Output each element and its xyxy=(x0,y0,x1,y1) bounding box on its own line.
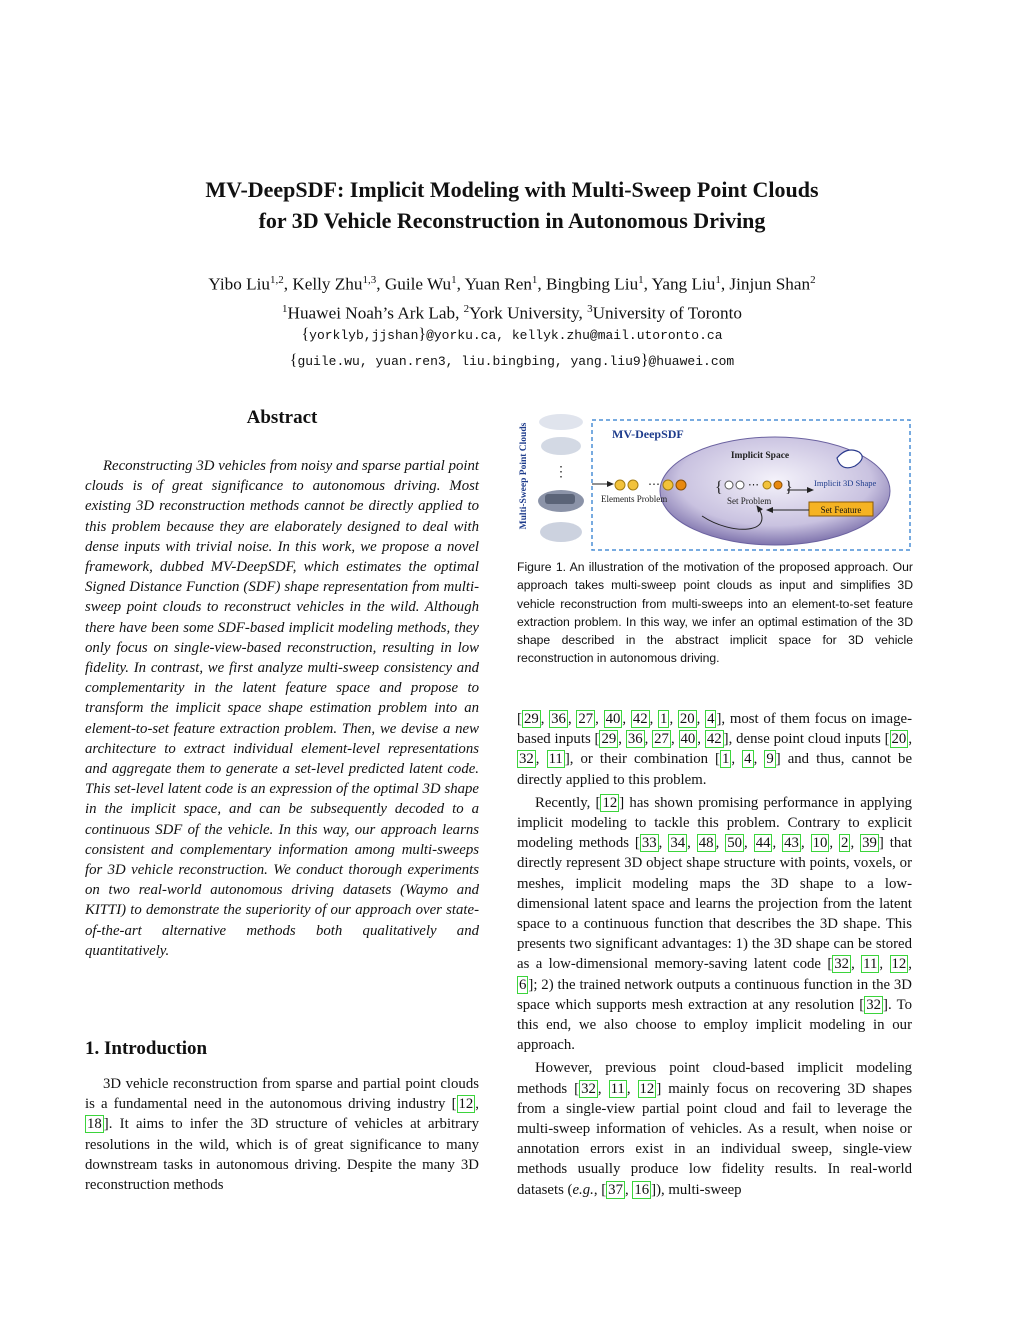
citation-link[interactable]: 43 xyxy=(784,835,799,852)
set-problem-label: Set Problem xyxy=(727,496,772,506)
citation-link[interactable]: 32 xyxy=(581,1080,596,1097)
citation-link[interactable]: 12 xyxy=(639,1080,655,1097)
citation-link[interactable]: 10 xyxy=(812,835,828,852)
email-line-1: {yorklyb,jjshan}@yorku.ca, kellyk.zhu@mail.utoronto.ca xyxy=(301,326,723,343)
author: Jinjun Shan xyxy=(729,274,811,294)
citation-link[interactable]: 27 xyxy=(654,731,669,748)
set-feature-label: Set Feature xyxy=(820,505,862,515)
citation-link[interactable]: 1 xyxy=(660,711,668,727)
citation-link[interactable]: 20 xyxy=(679,711,695,727)
introduction-paragraph: 3D vehicle reconstruction from sparse and partial point clouds is a fundamental need in the autonomous driving industry [ 12 , 18 ]. It aims to infer the 3D structure of vehicles at arbitrary resolutions in the wild, which is of great significance to many downstream tasks in autonomous driving. Despite the many 3D reconstruction methods xyxy=(85,1076,479,1194)
author: Yang Liu xyxy=(651,274,716,294)
citation-link[interactable]: 4 xyxy=(707,711,715,727)
author-block xyxy=(0,268,1024,325)
citation-link[interactable]: 42 xyxy=(632,711,648,727)
citation-link[interactable]: 18 xyxy=(87,1116,102,1133)
body-paragraph: However, previous point cloud-based implicit modeling methods [ 32 , 11 , 12 ] mainly focus on recovering 3D shapes from a single-view partial point cloud and fail to leverage the multi-sweep information of vehicles. As a result, when noise or annotation errors exist in an individual sweep, single-view methods usually produce low fidelity results. In real-world datasets (e.g., [ 37 , 16 ]), multi-sweep xyxy=(517,1060,912,1198)
abstract-heading: Abstract xyxy=(246,407,318,428)
citation-link[interactable]: 2 xyxy=(841,835,849,852)
citation-link[interactable]: 12 xyxy=(458,1096,474,1113)
affiliation: Huawei Noah’s Ark Lab xyxy=(287,303,456,323)
figure-1 xyxy=(517,406,914,554)
citation-link[interactable]: 42 xyxy=(706,731,722,748)
affiliation: York University xyxy=(469,303,579,323)
citation-link[interactable]: 50 xyxy=(727,835,743,852)
point-cloud-sweeps xyxy=(538,414,584,542)
citation-link[interactable]: 1 xyxy=(721,751,730,768)
author-list: Yibo Liu$^{1,2}$, Kelly Zhu$^{1,3}$, Guile Wu$^1$, Yuan Ren$^1$, Bingbing Liu$^1$, Yang Liu$^1$, Jinjun Shan$^2$ xyxy=(208,274,816,294)
body-paragraph: Recently, [ 12 ] has shown promising performance in applying implicit modeling to tackle this problem. Contrary to explicit modeling methods [ 33 , 34 , 48 , 50 , 44 , 43 , 10 , 2 , 39 ] that directly represent 3D object shape structure with points, voxels, or meshes, implicit modeling maps the 3D shape to a low-dimensional latent space and learns the projection from the latent space to a continuous function that describes the 3D shape. This presents two significant advantages: 1) the 3D shape can be stored as a low-dimensional memory-saving latent code [ 32 , 11 , 12 , 6 ]; 2) the trained network outputs a continuous function in the 3D space which supports mesh extraction at any resolution [ 32 ]. To this end, we also choose to employ implicit modeling in our approach. xyxy=(517,794,913,1054)
body-paragraph: [ 29 , 36 , 27 , 40 , 42 , 1 , 20 , 4 ], most of them focus on image-based inputs [ 29 , 36 , 27 , 40 , 42 ], dense point cloud inputs [ 20 , 32 , 11 ], or their combination [ 1 , 4 , 9 ] and thus, cannot be directly applied to this problem. xyxy=(517,711,913,788)
paper-title xyxy=(0,174,1024,236)
citation-link[interactable]: 40 xyxy=(680,731,696,748)
introduction-heading: 1. Introduction xyxy=(85,1038,208,1059)
citation-link[interactable]: 11 xyxy=(548,751,563,768)
citation-link[interactable]: 4 xyxy=(744,751,752,768)
svg-text:⋯: ⋯ xyxy=(648,477,660,491)
citation-link[interactable]: 32 xyxy=(866,996,882,1013)
citation-link[interactable]: 9 xyxy=(766,751,774,768)
citation-link[interactable]: 12 xyxy=(602,794,618,811)
citation-link[interactable]: 32 xyxy=(834,956,850,973)
citation-link[interactable]: 16 xyxy=(634,1181,650,1198)
title-line-2: for 3D Vehicle Reconstruction in Autonomous Driving xyxy=(258,208,766,233)
svg-text:⋮: ⋮ xyxy=(554,465,568,480)
citation-link[interactable]: 39 xyxy=(862,835,877,852)
citation-link[interactable]: 29 xyxy=(523,711,539,727)
figure-1-diagram xyxy=(517,406,914,554)
citation-link[interactable]: 6 xyxy=(519,976,527,993)
affiliation: University of Toronto xyxy=(592,303,742,323)
citation-link[interactable]: 20 xyxy=(891,731,907,748)
svg-text:}: } xyxy=(785,479,793,496)
email-line-2: {guile.wu, yuan.ren3, liu.bingbing, yang.liu9}@huawei.com xyxy=(289,352,735,369)
author: Yibo Liu xyxy=(208,274,270,294)
title-line-1: MV-DeepSDF: Implicit Modeling with Multi-Sweep Point Clouds xyxy=(205,177,819,202)
svg-text:⋯: ⋯ xyxy=(748,479,759,491)
citation-link[interactable]: 12 xyxy=(891,956,907,973)
svg-text:{: { xyxy=(715,479,723,496)
author: Bingbing Liu xyxy=(546,274,639,294)
citation-link[interactable]: 27 xyxy=(578,711,594,727)
figure-box-title: MV-DeepSDF xyxy=(612,427,684,441)
figure-side-label: Multi-Sweep Point Clouds xyxy=(519,422,529,530)
citation-link[interactable]: 11 xyxy=(610,1080,625,1097)
email-block xyxy=(0,322,1024,374)
figure-1-caption: Figure 1. An illustration of the motivation of the proposed approach. Our approach takes multi-sweep point clouds as input and simplifies 3D vehicle reconstruction from multi-sweeps into an element-to-set feature extraction problem. In this way, we infer an optimal estimation of the 3D shape described in the abstract implicit space for 3D vehicle reconstruction in autonomous driving. xyxy=(517,560,913,666)
citation-link[interactable]: 29 xyxy=(601,731,617,748)
citation-link[interactable]: 33 xyxy=(641,835,657,852)
citation-link[interactable]: 37 xyxy=(608,1181,623,1198)
citation-link[interactable]: 48 xyxy=(698,835,714,852)
citation-link[interactable]: 34 xyxy=(670,835,686,852)
implicit-shape-label: Implicit 3D Shape xyxy=(814,478,877,488)
implicit-space-label: Implicit Space xyxy=(730,451,790,461)
elements-problem-label: Elements Problem xyxy=(601,494,668,504)
citation-link[interactable]: 32 xyxy=(519,751,534,768)
author: Yuan Ren xyxy=(464,274,532,294)
citation-link[interactable]: 40 xyxy=(605,711,621,727)
citation-link[interactable]: 36 xyxy=(551,711,566,727)
author: Kelly Zhu xyxy=(292,274,363,294)
citation-link[interactable]: 36 xyxy=(627,731,643,748)
affiliations: $^1$Huawei Noah’s Ark Lab, $^2$York University, $^3$University of Toronto xyxy=(282,302,742,323)
citation-link[interactable]: 11 xyxy=(863,956,878,973)
abstract-body: Reconstructing 3D vehicles from noisy and sparse partial point clouds is of great significance to autonomous driving. Most existing 3D reconstruction methods cannot be directly applied to this problem because they are elaborately designed to deal with dense inputs with trivial noise. In this work, we propose a novel framework, dubbed MV-DeepSDF, which estimates the optimal Signed Distance Function (SDF) shape representation from multi-sweep point clouds to reconstruct vehicles in the wild. Although there have been some SDF-based implicit modeling methods, they only focus on single-view-based reconstruction, resulting in low fidelity. In contrast, we first analyze multi-sweep consistency and complementarity in the latent feature space and propose to transform the implicit space shape estimation problem into an element-to-set feature extraction problem. Then, we devise a new architecture to extract individual element-level representations and aggregate them to generate a set-level predicted latent code. This set-level latent code is an expression of the optimal 3D shape in the implicit space, and can be subsequently decoded to a continuous SDF of the vehicle. In this way, our approach learns consistent and complementary information among multi-sweeps for 3D vehicle reconstruction. We conduct thorough experiments on two real-world autonomous driving datasets (Waymo and KITTI) to demonstrate the superiority of our approach over state-of-the-art alternative methods both qualitatively and quantitatively. xyxy=(85,458,479,959)
author: Guile Wu xyxy=(384,274,452,294)
citation-link[interactable]: 44 xyxy=(755,835,771,852)
right-column-body xyxy=(517,709,912,1200)
